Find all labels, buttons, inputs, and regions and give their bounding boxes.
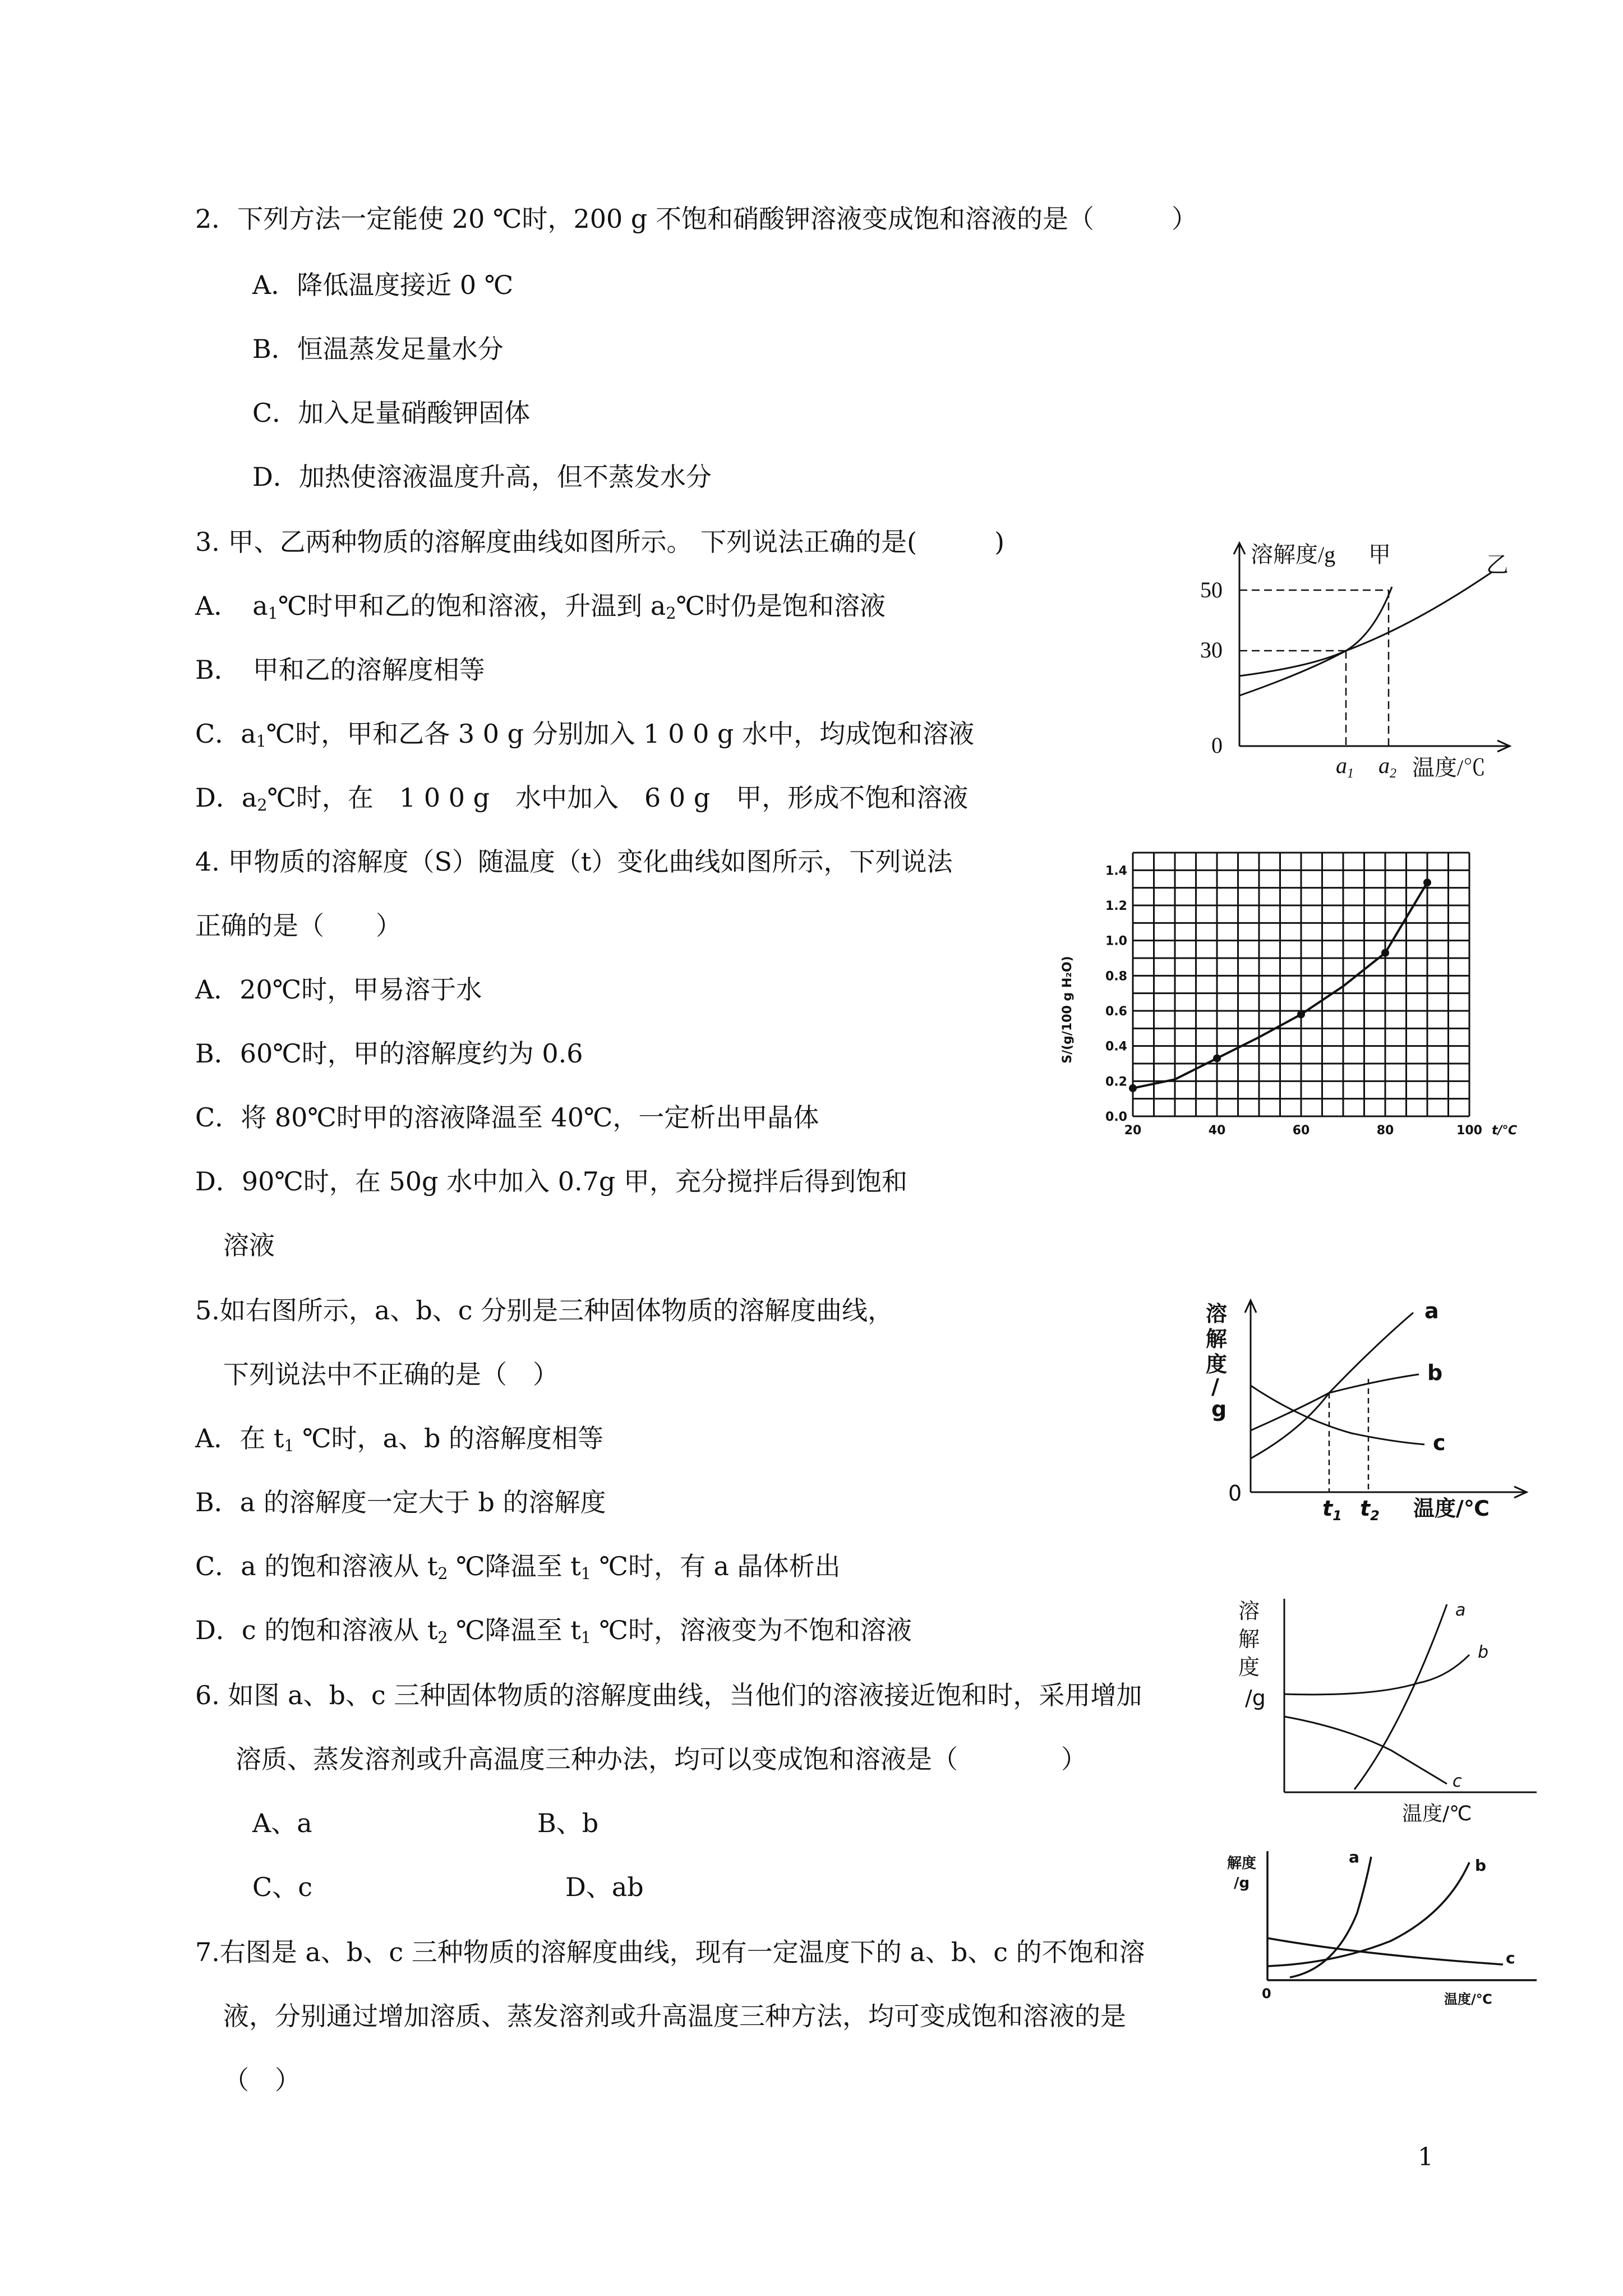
q3-graph-label-yi: 乙 (1486, 552, 1509, 577)
q4-ytick-label: 0.4 (1105, 1039, 1127, 1054)
q5-graph-ylabel-2: 解 (1206, 1327, 1228, 1351)
q4-ytick-label: 0.6 (1105, 1005, 1127, 1019)
q6-stem-line1: 6. 如图 a、b、c 三种固体物质的溶解度曲线，当他们的溶液接近饱和时，采用增加 (195, 1680, 1142, 1710)
q5-graph-ylabel-4: / (1211, 1374, 1219, 1399)
q6-option-d: D、ab (565, 1872, 644, 1902)
q7-graph-ylabel-1: 解度 (1227, 1855, 1257, 1872)
q7-graph-label-a: a (1349, 1848, 1359, 1866)
q6-graph-ylabel-1: 溶 (1238, 1599, 1260, 1623)
q5-graph-ylabel-3: 度 (1206, 1352, 1228, 1377)
q7-graph-ylabel-2: /g (1234, 1875, 1250, 1892)
q5-graph-t2: $t_2$ (1360, 1496, 1380, 1524)
q3-solubility-graph (1144, 533, 1537, 791)
q7-graph-label-b: b (1475, 1856, 1487, 1875)
q6-graph-ylabel-2: 解 (1238, 1627, 1260, 1651)
q6-graph-label-c: c (1453, 1772, 1462, 1791)
page-number: 1 (1418, 2143, 1433, 2171)
q6-graph-ylabel-3: 度 (1238, 1655, 1260, 1680)
q3-graph-label-jia: 甲 (1368, 542, 1391, 567)
q4-ytick-label: 0.8 (1105, 969, 1127, 984)
q4-option-c: C．将 80℃时甲的溶液降温至 40℃，一定析出甲晶体 (195, 1102, 819, 1133)
q5-option-c: C．a 的饱和溶液从 $t_2$ ℃降温至 $t_1$ ℃时，有 a 晶体析出 (195, 1551, 841, 1584)
q2-option-d: D．加热使溶液温度升高，但不蒸发水分 (252, 462, 712, 492)
q7-stem-line1: 7.右图是 a、b、c 三种物质的溶解度曲线，现有一定温度下的 a、b、c 的不饱和溶 (195, 1937, 1145, 1967)
q6-graph-ylabel-4: /g (1245, 1686, 1266, 1710)
q5-option-b: B．a 的溶解度一定大于 b 的溶解度 (195, 1487, 606, 1517)
q6-graph-xlabel: 温度/℃ (1402, 1802, 1472, 1825)
q4-xtick-label: 80 (1376, 1124, 1394, 1138)
q6-graph-label-b: b (1478, 1642, 1489, 1662)
q4-stem-line1: 4. 甲物质的溶解度（S）随温度（t）变化曲线如图所示，下列说法 (195, 846, 953, 877)
q2-option-b: B．恒温蒸发足量水分 (252, 334, 504, 364)
q4-curve-point (1213, 1055, 1221, 1062)
q3-graph-a1: $a_1$ (1336, 753, 1354, 781)
q4-curve-point (1297, 1010, 1305, 1018)
q6-solubility-graph (1234, 1593, 1548, 1829)
q3-stem: 3. 甲、乙两种物质的溶解度曲线如图所示。 下列说法正确的是( ) (195, 527, 1005, 557)
q4-option-a: A．20℃时，甲易溶于水 (195, 974, 482, 1005)
q7-graph-label-c: c (1506, 1949, 1515, 1967)
q5-graph-t1: $t_1$ (1322, 1496, 1342, 1524)
q3-graph-a2: $a_2$ (1378, 753, 1396, 781)
q3-option-d: D．$a_2℃$时，在 1 0 0 g 水中加入 6 0 g 甲，形成不饱和溶液 (195, 783, 969, 815)
q6-stem-line2: 溶质、蒸发溶剂或升高温度三种办法，均可以变成饱和溶液是（ ） (236, 1744, 1087, 1774)
q7-graph-xlabel: 温度/℃ (1444, 1991, 1492, 2007)
q7-stem-line2: 液，分别通过增加溶质、蒸发溶剂或升高温度三种方法，均可变成饱和溶液的是 (223, 2001, 1126, 2031)
q3-graph-y30: 30 (1200, 637, 1223, 662)
q4-xtick-label: 20 (1124, 1124, 1142, 1138)
q3-option-b: B． 甲和乙的溶解度相等 (195, 655, 485, 685)
q3-option-a: A． $a_1℃$时甲和乙的饱和溶液，升温到 $a_2℃$时仍是饱和溶液 (195, 591, 886, 623)
q2-option-a: A．降低温度接近 0 ℃ (252, 270, 514, 300)
q4-option-d-line2: 溶液 (223, 1230, 275, 1260)
q5-graph-ylabel-5: g (1211, 1397, 1227, 1421)
q4-ytick-label: 1.2 (1105, 899, 1127, 913)
q4-grid-graph (1054, 841, 1548, 1156)
q4-graph-ylabel: S/(g/100 g H₂O) (1061, 956, 1075, 1064)
q3-graph-origin: 0 (1211, 733, 1223, 758)
q2-option-c: C．加入足量硝酸钾固体 (252, 398, 531, 428)
q5-stem-line1: 5.如右图所示，a、b、c 分别是三种固体物质的溶解度曲线， (195, 1295, 894, 1326)
q5-graph-label-a: a (1424, 1299, 1439, 1323)
q4-xtick-label: 60 (1292, 1124, 1310, 1138)
q7-graph-origin: 0 (1262, 1986, 1271, 2001)
q4-option-d-line1: D．90℃时，在 50g 水中加入 0.7g 甲，充分搅拌后得到饱和 (195, 1166, 907, 1197)
q6-option-a: A、a (252, 1808, 312, 1838)
q6-option-b: B、b (537, 1808, 599, 1838)
q5-option-a: A．在 $t_1$ ℃时，a、b 的溶解度相等 (195, 1423, 604, 1456)
q5-graph-ylabel-1: 溶 (1206, 1301, 1228, 1326)
q4-stem-line2: 正确的是（ ） (195, 910, 402, 941)
q2-stem: 2．下列方法一定能使 20 ℃时，200 g 不饱和硝酸钾溶液变成饱和溶液的是（ ） (195, 204, 1197, 234)
q4-ytick-label: 0.0 (1105, 1110, 1127, 1124)
q4-curve-point (1381, 949, 1389, 957)
q7-solubility-graph (1223, 1846, 1542, 2019)
q6-graph-label-a: a (1455, 1600, 1466, 1620)
q4-ytick-label: 1.4 (1105, 864, 1127, 878)
q4-xtick-label: 40 (1208, 1124, 1226, 1138)
q4-curve-point (1129, 1084, 1137, 1092)
q5-graph-origin: 0 (1228, 1481, 1242, 1506)
q4-xaxis-label: t/℃ (1492, 1124, 1518, 1138)
q4-ytick-label: 0.2 (1105, 1075, 1127, 1089)
q5-stem-line2: 下列说法中不正确的是（ ） (223, 1359, 559, 1389)
q4-xtick-label: 100 (1456, 1124, 1482, 1138)
q7-stem-line3: （ ） (223, 2065, 301, 2095)
q5-graph-label-b: b (1427, 1360, 1443, 1385)
q3-graph-xlabel: 温度/℃ (1412, 755, 1486, 780)
q4-curve-point (1423, 878, 1431, 886)
q6-option-c: C、c (252, 1872, 312, 1902)
q5-graph-label-c: c (1433, 1430, 1446, 1455)
q5-graph-xlabel: 温度/℃ (1413, 1496, 1490, 1521)
q5-solubility-graph (1189, 1290, 1537, 1526)
q4-ytick-label: 1.0 (1105, 934, 1127, 949)
q4-option-b: B．60℃时，甲的溶解度约为 0.6 (195, 1038, 583, 1069)
q3-graph-ylabel: 溶解度/g (1251, 542, 1336, 567)
q5-option-d: D．c 的饱和溶液从 $t_2$ ℃降温至 $t_1$ ℃时，溶液变为不饱和溶液 (195, 1615, 912, 1648)
q3-graph-y50: 50 (1200, 577, 1223, 602)
q3-option-c: C．$a_1℃$时，甲和乙各 3 0 g 分别加入 1 0 0 g 水中，均成饱和溶液 (195, 719, 975, 751)
